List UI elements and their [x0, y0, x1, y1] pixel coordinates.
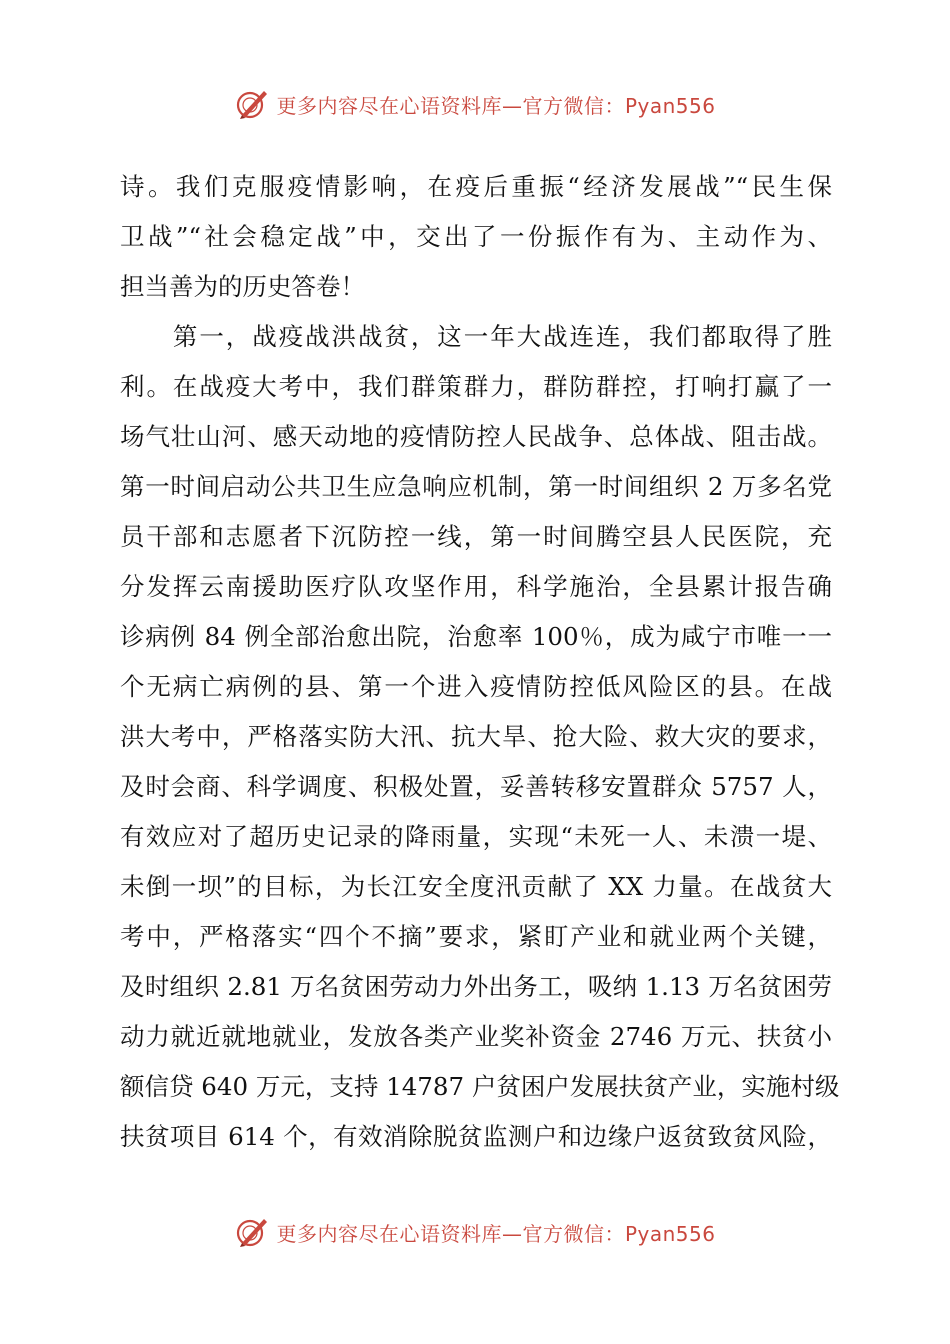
body-line: 场气壮山河、感天动地的疫情防控人民战争、总体战、阻击战。 — [120, 422, 832, 451]
body-line: 及时会商、科学调度、积极处置，妥善转移安置群众 5757 人， — [120, 772, 832, 801]
body-line: 扶贫项目 614 个，有效消除脱贫监测户和边缘户返贫致贫风险， — [120, 1122, 832, 1151]
body-line: 诗。我们克服疫情影响，在疫后重振“经济发展战”“民生保 — [120, 172, 832, 201]
watermark-text: 更多内容尽在心语资料库—官方微信：Pyan556 — [276, 93, 716, 118]
body-line: 未倒一坝”的目标，为长江安全度汛贡献了 XX 力量。在战贫大 — [120, 872, 832, 901]
body-line: 洪大考中，严格落实防大汛、抗大旱、抢大险、救大灾的要求， — [120, 722, 832, 751]
body-line: 员干部和志愿者下沉防控一线，第一时间腾空县人民医院，充 — [120, 522, 832, 551]
body-line: 分发挥云南援助医疗队攻坚作用，科学施治，全县累计报告确 — [120, 572, 832, 601]
body-line: 第一，战疫战洪战贫，这一年大战连连，我们都取得了胜 — [120, 322, 832, 351]
body-line: 动力就近就地就业，发放各类产业奖补资金 2746 万元、扶贫小 — [120, 1022, 832, 1051]
body-line: 利。在战疫大考中，我们群策群力，群防群控，打响打赢了一 — [120, 372, 832, 401]
document-body — [120, 162, 840, 1162]
body-line: 个无病亡病例的县、第一个进入疫情防控低风险区的县。在战 — [120, 672, 832, 701]
body-line: 考中，严格落实“四个不摘”要求，紧盯产业和就业两个关键， — [120, 922, 832, 951]
body-line: 诊病例 84 例全部治愈出院，治愈率 100％，成为咸宁市唯一一 — [120, 622, 832, 651]
watermark-footer — [0, 1210, 950, 1254]
body-line: 卫战”“社会稳定战”中，交出了一份振作有为、主动作为、 — [120, 222, 832, 251]
watermark-text: 更多内容尽在心语资料库—官方微信：Pyan556 — [276, 1221, 716, 1246]
body-line: 第一时间启动公共卫生应急响应机制，第一时间组织 2 万多名党 — [120, 472, 832, 501]
body-line: 额信贷 640 万元，支持 14787 户贫困户发展扶贫产业，实施村级 — [120, 1072, 840, 1101]
pen-circle-logo-icon — [234, 1214, 270, 1250]
body-line: 有效应对了超历史记录的降雨量，实现“未死一人、未溃一堤、 — [120, 822, 832, 851]
body-line: 担当善为的历史答卷！ — [120, 272, 365, 301]
pen-circle-logo-icon — [234, 86, 270, 122]
body-line: 及时组织 2.81 万名贫困劳动力外出务工，吸纳 1.13 万名贫困劳 — [120, 972, 832, 1001]
watermark-header — [0, 82, 950, 126]
